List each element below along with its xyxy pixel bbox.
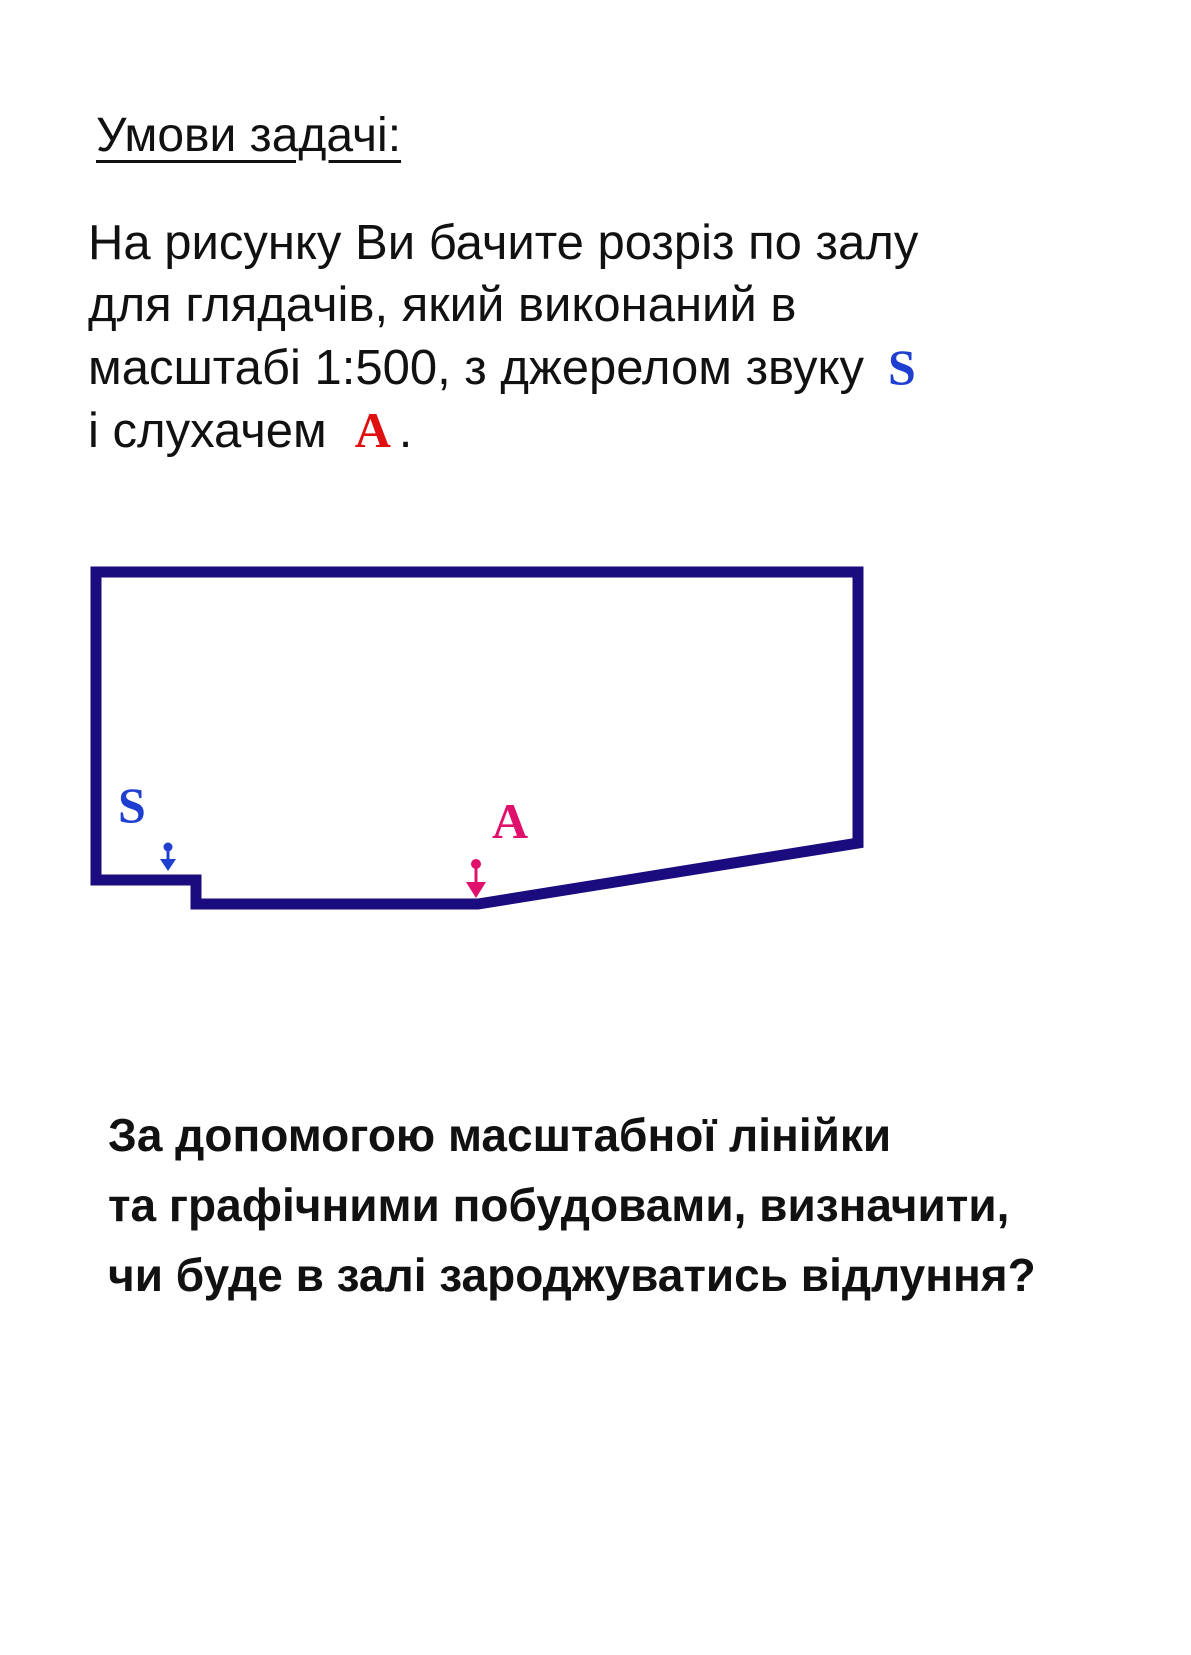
- statement-line: для глядачів, який виконаний в: [88, 278, 797, 332]
- hall-section-diagram: [0, 560, 1191, 920]
- listener-symbol: A: [354, 402, 391, 458]
- statement-line: [88, 336, 1088, 399]
- listener-arrow-icon: [466, 859, 486, 898]
- source-label: S: [118, 777, 146, 833]
- statement-line-text: і слухачем: [88, 404, 327, 458]
- statement-line: [88, 399, 1088, 462]
- question-line: За допомогою масштабної лінійки: [108, 1109, 892, 1161]
- listener-label: A: [492, 793, 529, 849]
- question-line: та графічними побудовами, визначити,: [108, 1179, 1010, 1231]
- question-line: чи буде в залі зароджуватись відлуння?: [108, 1249, 1036, 1301]
- page-title: Умови задачі:: [96, 109, 402, 162]
- hall-outline: [96, 572, 858, 904]
- statement-line-text: масштабі 1:500, з джерелом звуку: [88, 341, 864, 395]
- statement-line: На рисунку Ви бачите розріз по залу: [88, 216, 919, 270]
- task-question: [108, 1100, 1168, 1310]
- problem-statement: [88, 212, 1088, 462]
- statement-period: .: [398, 404, 413, 458]
- source-symbol: S: [888, 339, 916, 395]
- source-arrow-icon: [160, 843, 176, 872]
